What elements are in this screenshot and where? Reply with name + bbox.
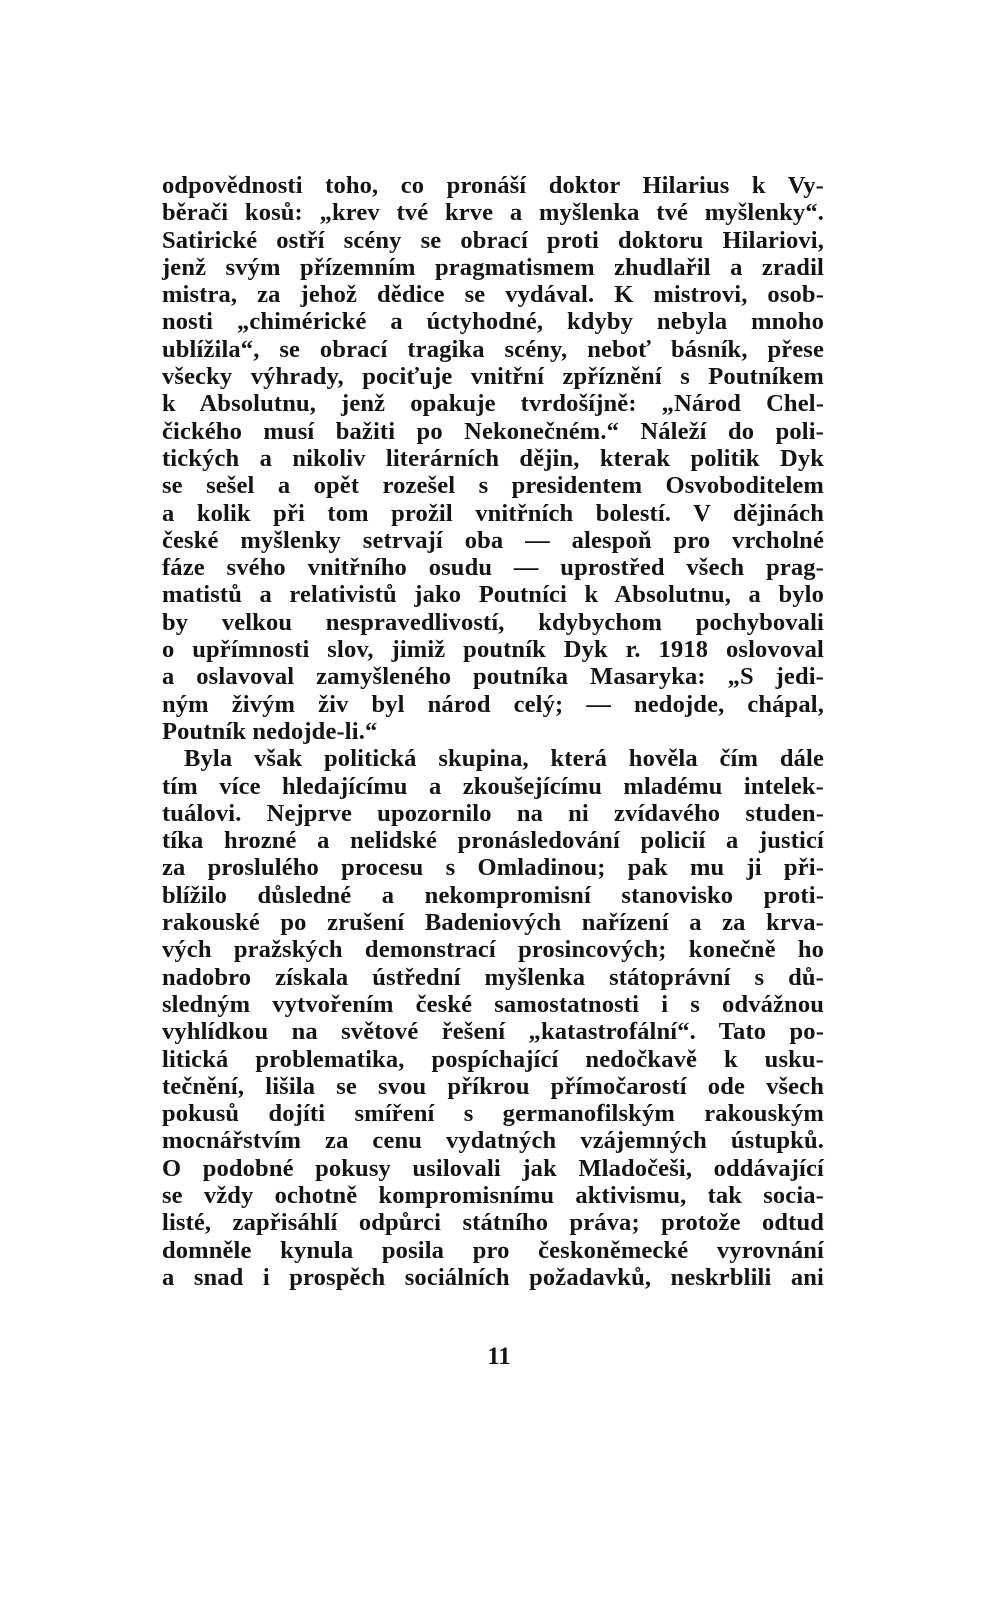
text-line: k Absolutnu, jenž opakuje tvrdošíjně: „Národ Chel- xyxy=(162,390,824,418)
text-line: vyhlídkou na světové řešení „katastrofální“. Tato po- xyxy=(162,1018,824,1046)
text-line: Satirické ostří scény se obrací proti doktoru Hilariovi, xyxy=(162,226,824,254)
text-line: by velkou nespravedlivostí, kdybychom pochybovali xyxy=(162,608,824,636)
text-line: tím více hledajícímu a zkoušejícímu mladému intelek- xyxy=(162,772,824,800)
text-line: běrači kosů: „krev tvé krve a myšlenka tvé myšlenky“. xyxy=(162,199,824,227)
text-line: Poutník nedojde-li.“ xyxy=(162,717,378,745)
text-line: a kolik při tom prožil vnitřních bolestí. V dějinách xyxy=(162,499,824,527)
text-line: sledným vytvořením české samostatnosti i s odvážnou xyxy=(162,990,824,1018)
text-line: fáze svého vnitřního osudu — uprostřed všech prag- xyxy=(162,554,824,582)
text-line: rakouské po zrušení Badeniových nařízení a za krva- xyxy=(162,909,824,937)
text-line: litická problematika, pospíchající nedočkavě k usku- xyxy=(162,1045,824,1073)
text-line: a snad i prospěch sociálních požadavků, neskrblili ani xyxy=(162,1263,824,1291)
text-line: za proslulého procesu s Omladinou; pak mu ji při- xyxy=(162,854,824,882)
text-line: vých pražských demonstrací prosincových; konečně ho xyxy=(162,936,824,964)
text-line: a oslavoval zamyšleného poutníka Masaryka: „S jedi- xyxy=(162,663,824,691)
text-line: Byla však politická skupina, která hověla čím dále xyxy=(184,745,824,773)
text-line: nosti „chimérické a úctyhodné, kdyby nebyla mnoho xyxy=(162,308,824,336)
text-line: nadobro získala ústřední myšlenka státoprávní s dů- xyxy=(162,963,824,991)
text-line: matistů a relativistů jako Poutníci k Absolutnu, a bylo xyxy=(162,581,824,609)
text-line: odpovědnosti toho, co pronáší doktor Hilarius k Vy- xyxy=(162,172,824,199)
text-line: mocnářstvím za cenu vydatných vzájemných ústupků. xyxy=(162,1127,824,1155)
text-line: o upřímnosti slov, jimiž poutník Dyk r. 1918 oslovoval xyxy=(162,636,824,664)
text-line: pokusů dojíti smíření s germanofilským rakouským xyxy=(162,1100,824,1128)
text-line: domněle kynula posila pro českoněmecké vyrovnání xyxy=(162,1236,824,1264)
text-line: čického musí bažiti po Nekonečném.“ Náleží do poli- xyxy=(162,417,824,445)
text-line: tuálovi. Nejprve upozornilo na ni zvídavého studen- xyxy=(162,799,824,827)
text-line: ublížila“, se obrací tragika scény, neboť básník, přese xyxy=(162,335,824,363)
page-number: 11 xyxy=(487,1343,511,1370)
text-line: ným živým živ byl národ celý; — nedojde, chápal, xyxy=(162,690,824,718)
text-line: se sešel a opět rozešel s presidentem Osvoboditelem xyxy=(162,472,824,500)
text-line: mistra, za jehož dědice se vydával. K mistrovi, osob- xyxy=(162,281,824,309)
body-text xyxy=(162,172,824,1291)
text-line: tických a nikoliv literárních dějin, kterak politik Dyk xyxy=(162,444,824,472)
text-line: jenž svým přízemním pragmatismem zhudlařil a zradil xyxy=(162,253,824,281)
text-line: tíka hrozné a nelidské pronásledování policií a justicí xyxy=(162,827,824,855)
text-line: se vždy ochotně kompromisnímu aktivismu, tak socia- xyxy=(162,1181,824,1209)
text-line: všecky výhrady, pociťuje vnitřní zpříznění s Poutníkem xyxy=(162,363,824,391)
text-line: české myšlenky setrvají oba — alespoň pro vrcholné xyxy=(162,526,824,554)
text-line: tečnění, lišila se svou příkrou přímočarostí ode všech xyxy=(162,1072,824,1100)
text-line: O podobné pokusy usilovali jak Mladočeši, oddávající xyxy=(162,1154,824,1182)
text-line: blížilo důsledné a nekompromisní stanovisko proti- xyxy=(162,881,824,909)
text-line: listé, zapřisáhlí odpůrci státního práva; protože odtud xyxy=(162,1209,824,1237)
